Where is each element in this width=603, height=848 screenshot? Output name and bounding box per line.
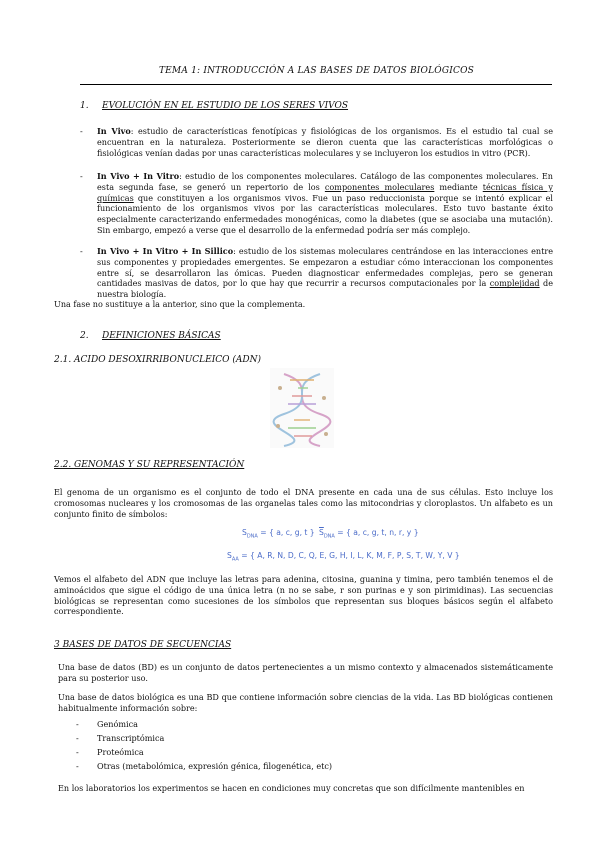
bullet-in-vivo: In Vivo: estudio de características fenotípicas y fisiológicas de los organismos. Es el estudio tal cual se encuentran en la naturaleza. Posteriormente se dieron cuenta que las características morfológicas o fisiológicas venían dadas por unas características moleculares y se incluyeron los estudios in vitro (PCR).: [97, 126, 553, 158]
paragraph-bd-definition: Una base de datos (BD) es un conjunto de datos pertenecientes a un mismo contexto y almacenados sistemáticamente para su posterior uso.: [58, 662, 553, 683]
section-1-heading: 1. EVOLUCIÓN EN EL ESTUDIO DE LOS SERES VIVOS: [80, 101, 349, 111]
section-3-heading: 3 BASES DE DATOS DE SECUENCIAS: [54, 640, 232, 650]
paragraph-laboratorios: En los laboratorios los experimentos se hacen en condiciones muy concretas que son difícilmente mantenibles en: [58, 783, 525, 793]
formula-aa-alphabet: $S_{AA}$ = { A, R, N, D, C, Q, E, G, H, I, L, K, M, F, P, S, T, W, Y, V }: [227, 551, 460, 563]
bullet-in-sillico: In Vivo + In Vitro + In Sillico: estudio de los sistemas moleculares centrándose en las interacciones entre sus componentes y propiedades emergentes. Se empezaron a estudiar cómo interaccionan los componentes entre sí, se desarrollaron las ómicas. Pueden diagnosticar enfermedades complejas, pero se generan cantidades masivas de datos, por lo que hay que recurrir a recursos computacionales por la complejidad de nuestra biología.: [97, 246, 553, 300]
paragraph-alphabet: Vemos el alfabeto del ADN que incluye las letras para adenina, citosina, guanina y timina, pero también tenemos el de aminoácidos que sigue el código de una única letra (n no se sabe, r son purinas e y son pirimidinas). Las secuencias biológicas se representan como sucesiones de los símbolos que representan sus bloques básicos según el alfabeto correspondiente.: [54, 574, 553, 617]
list-item: Otras (metabolómica, expresión génica, filogenética, etc): [97, 761, 333, 771]
dna-structure-image: [270, 368, 334, 448]
list-dash: -: [76, 747, 79, 757]
paragraph-bd-biologica: Una base de datos biológica es una BD que contiene información sobre ciencias de la vida. Las BD biológicas contienen habitualmente información sobre:: [58, 692, 553, 713]
header-rule: [80, 84, 552, 85]
page-header: TEMA 1: INTRODUCCIÓN A LAS BASES DE DATOS BIOLÓGICOS: [158, 66, 475, 76]
formula-dna-alphabet: $S_{DNA}$ = { a, c, g, t }: [242, 528, 315, 540]
paragraph-complement: Una fase no sustituye a la anterior, sino que la complementa.: [54, 299, 306, 309]
paragraph-genome: El genoma de un organismo es el conjunto de todo el DNA presente en cada una de sus células. Esto incluye los cromosomas nucleares y los cromosomas de las organelas tales como las mitocondrias y cloroplastos. Un alfabeto es un conjunto finito de símbolos:: [54, 487, 553, 519]
formula-dna-extended-alphabet: $\overline{S}_{DNA}$ = { a, c, g, t, n, r, y }: [319, 528, 419, 540]
subsection-2-1-heading: 2.1. ACIDO DESOXIRRIBONUCLEICO (ADN): [54, 355, 262, 365]
bullet-dash: -: [80, 171, 83, 181]
bullet-in-vivo-in-vitro: In Vivo + In Vitro: estudio de los componentes moleculares. Catálogo de las componentes moleculares. En esta segunda fase, se generó un repertorio de los componentes moleculares mediante técnicas física y químicas que constituyen a los organismos vivos. Fue un paso reduccionista porque se intentó explicar el funcionamiento de los organismos vivos por las características moleculares. Esto tuvo bastante éxito especialmente caracterizando enfermedades monogénicas, como la diabetes (que se asociaba una mutación). Sin embargo, empezó a verse que el desarrollo de la enfermedad podría ser más complejo.: [97, 171, 553, 235]
list-item: Transcriptómica: [97, 733, 165, 743]
list-dash: -: [76, 761, 79, 771]
list-dash: -: [76, 719, 79, 729]
subsection-2-2-heading: 2.2. GENOMAS Y SU REPRESENTACIÓN: [54, 460, 245, 470]
list-item: Proteómica: [97, 747, 144, 757]
list-item: Genómica: [97, 719, 138, 729]
section-2-heading: 2. DEFINICIONES BÁSICAS: [80, 331, 221, 341]
list-dash: -: [76, 733, 79, 743]
bullet-dash: -: [80, 246, 83, 256]
bullet-dash: -: [80, 126, 83, 136]
